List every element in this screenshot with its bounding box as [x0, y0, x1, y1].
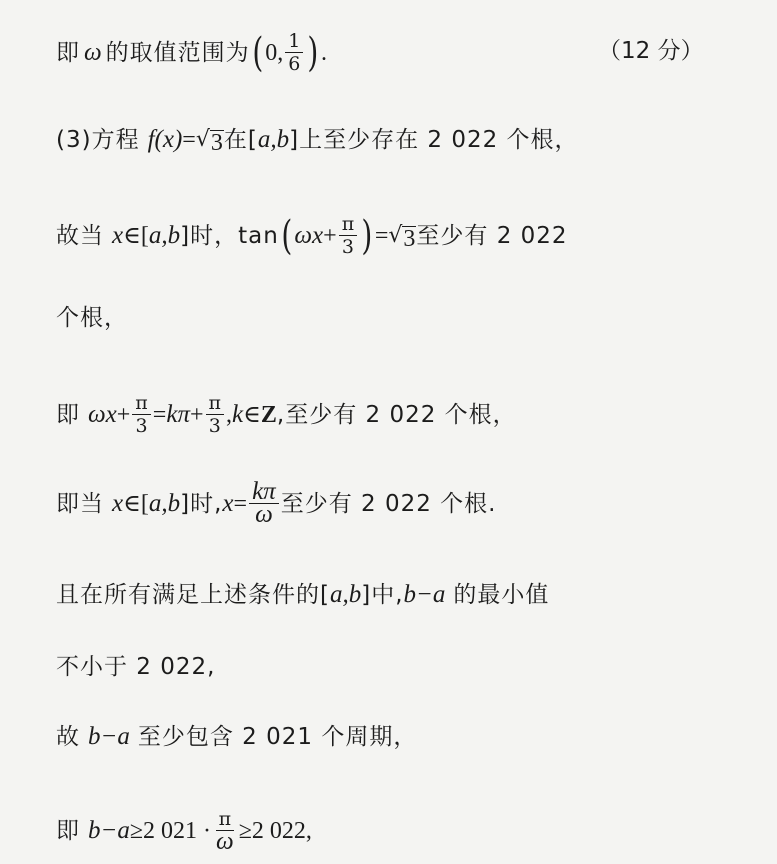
- interval-ab: a,b: [329, 581, 362, 608]
- equals: =: [182, 127, 196, 153]
- text: 故: [56, 724, 80, 750]
- denominator: ω: [255, 501, 273, 528]
- radicand: 3: [403, 225, 416, 252]
- fraction-pi-3: [339, 213, 358, 258]
- line-7: [56, 580, 549, 610]
- period: .: [320, 39, 327, 66]
- interval-ab: a,b: [148, 489, 181, 517]
- score-label: （12 分）: [598, 38, 704, 64]
- inequality: ≥2 021 ·: [129, 817, 212, 844]
- text: 不小于 2 022,: [56, 654, 216, 680]
- inequality: ≥2 022,: [238, 817, 312, 844]
- left-paren: (: [281, 212, 293, 259]
- element-of: ∈[: [123, 490, 149, 517]
- text: 至少包含 2 021 个周期，: [137, 724, 418, 750]
- text: ]时,: [180, 490, 223, 517]
- text: 至少有 2 022: [416, 222, 568, 249]
- b-minus-a: b−a: [403, 581, 446, 608]
- var-x: x: [112, 489, 124, 517]
- text: ]时，tan: [180, 222, 279, 249]
- equals: =: [233, 490, 248, 517]
- var-x: x: [222, 489, 234, 517]
- text: 的取值范围为: [105, 39, 250, 66]
- text: 至少有 2 022 个根.: [280, 490, 497, 517]
- denominator: ω: [216, 828, 234, 855]
- plus: +: [116, 401, 131, 428]
- fraction-pi-omega: [213, 808, 237, 853]
- denominator: 6: [288, 53, 301, 75]
- left-paren: (: [251, 29, 263, 76]
- interval-ab: a,b: [257, 126, 290, 153]
- var-x: x: [112, 221, 124, 249]
- element-of: ∈: [243, 401, 261, 428]
- var-k: k: [232, 400, 244, 428]
- sqrt-3: √ 3: [388, 222, 416, 252]
- equals: =: [152, 401, 167, 428]
- text: ]上至少存在 2 022 个根，: [289, 127, 579, 153]
- numerator: kπ: [249, 481, 279, 504]
- text: 的最小值: [453, 582, 550, 608]
- line-3: [56, 213, 568, 258]
- equals: =: [374, 222, 389, 249]
- line-2: [56, 125, 579, 155]
- element-of: ∈[: [123, 222, 149, 249]
- text: 个根，: [56, 305, 128, 331]
- fraction-kpi-omega: [249, 478, 279, 528]
- line-9: [56, 722, 417, 752]
- text: 即: [56, 401, 80, 428]
- text: 故当: [56, 222, 104, 249]
- text: 在[: [223, 127, 258, 153]
- denominator: 3: [208, 415, 221, 437]
- radicand: 3: [210, 130, 223, 156]
- comma: ,: [226, 401, 233, 428]
- line-4: [56, 303, 128, 333]
- fraction-pi-3: [132, 392, 151, 437]
- numerator: π: [132, 392, 151, 415]
- omega-x: ωx: [294, 221, 324, 249]
- line-8: [56, 652, 215, 682]
- denominator: 3: [341, 236, 354, 258]
- text: 且在所有满足上述条件的[: [56, 582, 330, 608]
- denominator: 3: [135, 415, 148, 437]
- line-5: [56, 392, 517, 437]
- interval-ab: a,b: [148, 221, 181, 249]
- text: (3)方程: [56, 127, 140, 153]
- right-paren: ): [307, 29, 319, 76]
- line-6: [56, 478, 497, 528]
- b-minus-a: b−a: [88, 723, 130, 750]
- interval-start: 0,: [265, 39, 284, 66]
- omega-x: ωx: [88, 400, 117, 428]
- numerator: π: [216, 808, 235, 831]
- b-minus-a: b−a: [88, 816, 130, 844]
- text: ]中,: [361, 582, 404, 608]
- k-pi: kπ: [166, 400, 190, 428]
- text: 即: [56, 817, 80, 844]
- numerator: π: [339, 213, 358, 236]
- omega: ω: [84, 38, 102, 66]
- numerator: 1: [285, 30, 303, 53]
- numerator: π: [206, 392, 225, 415]
- sqrt-3: √ 3: [195, 127, 223, 156]
- line-10: [56, 808, 312, 853]
- right-paren: ): [361, 212, 373, 259]
- integers-Z: Z: [260, 401, 277, 428]
- fraction-one-sixth: [285, 30, 303, 75]
- text: ,至少有 2 022 个根，: [276, 401, 517, 428]
- func-f: f: [147, 126, 155, 153]
- text: 即: [56, 39, 80, 66]
- plus: +: [323, 222, 337, 249]
- fraction-pi-3: [206, 392, 225, 437]
- arg-x: (x): [154, 126, 183, 153]
- plus: +: [189, 401, 204, 428]
- line-1: [56, 30, 327, 75]
- text: 即当: [56, 490, 104, 517]
